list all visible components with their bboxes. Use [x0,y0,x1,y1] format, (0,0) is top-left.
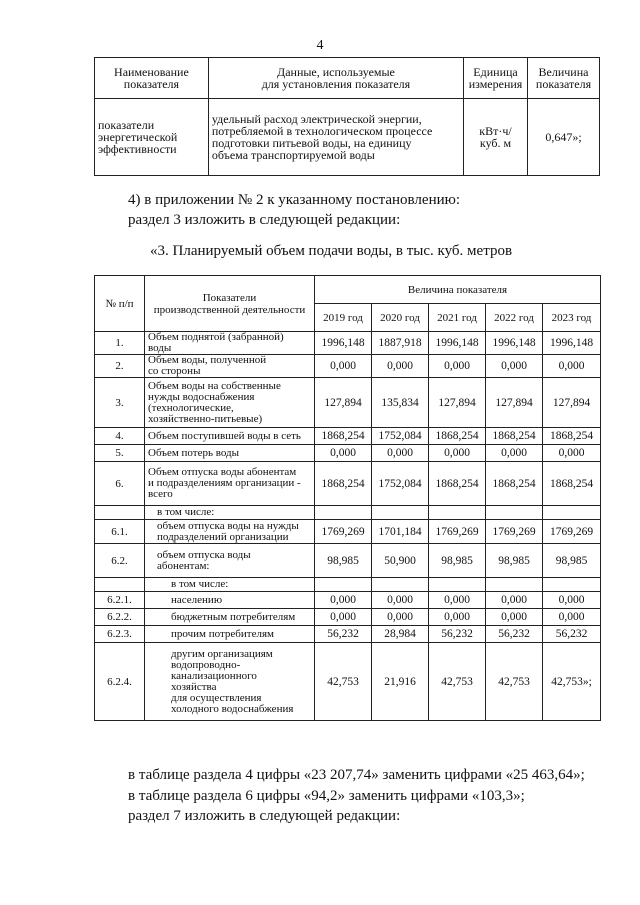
row-value: 21,916 [372,643,429,721]
row-value: 0,000 [315,355,372,378]
row-value: 42,753 [429,643,486,721]
row-indicator [145,626,315,643]
row-indicator [145,592,315,609]
table1-header-name: Наименование показателя [95,58,209,99]
row-value: 0,000 [486,355,543,378]
row-value [543,578,601,592]
year-2020: 2020 год [372,304,429,332]
row-value: 98,985 [543,544,601,578]
row-value [543,506,601,520]
indicator-line: бюджетным потребителям [171,610,296,623]
indicator-line: хозяйственно-питьевые) [148,412,263,425]
row-number: 6.2.1. [95,592,145,609]
indicator-line: канализационного [171,669,257,682]
row-indicator [145,544,315,578]
row-number: 6.2. [95,544,145,578]
indicator-line: Объем потерь воды [148,446,240,459]
paragraph-section-3: раздел 3 изложить в следующей редакции: [128,212,401,228]
table2-row [95,520,601,544]
table2-header-num: № п/п [95,276,145,332]
indicator-line: Объем поступившей воды в сеть [148,429,301,442]
energy-efficiency-table [94,57,600,176]
row-value: 1769,269 [429,520,486,544]
row-value: 1868,254 [429,428,486,445]
row-value: 1996,148 [429,332,486,355]
row-value: 0,000 [372,592,429,609]
indicator-line: прочим потребителям [171,627,274,640]
row-value: 1752,084 [372,428,429,445]
row-value: 1868,254 [315,428,372,445]
indicator-line: воды [148,342,172,354]
table1-cell-value: 0,647»; [528,99,600,176]
row-value: 1887,918 [372,332,429,355]
table2-row [95,626,601,643]
year-2019: 2019 год [315,304,372,332]
row-value: 1769,269 [486,520,543,544]
year-2022: 2022 год [486,304,543,332]
row-value: 0,000 [372,609,429,626]
row-value: 1996,148 [543,332,601,355]
table2-header-indicator: Показатели производственной деятельности [145,276,315,332]
indicator-line: абонентам: [157,559,210,572]
table1-header-unit: Единица измерения [464,58,528,99]
table2-row [95,462,601,506]
row-value [486,578,543,592]
table2-row [95,643,601,721]
indicator-line: населению [171,593,223,606]
paragraph-appendix: 4) в приложении № 2 к указанному постановлению: [128,192,460,208]
table1-cell-data: удельный расход электрической энергии, потребляемой в технологическом процессе подготовки питьевой воды, на единицу объема транспортируемой воды [208,99,463,176]
table2-row [95,428,601,445]
row-value: 127,894 [543,378,601,428]
row-indicator [145,462,315,506]
row-value: 28,984 [372,626,429,643]
paragraph-table-6: в таблице раздела 6 цифры «94,2» заменить цифрами «103,3»; [128,788,525,804]
row-value: 0,000 [486,609,543,626]
row-indicator [145,332,315,355]
row-number: 6.2.2. [95,609,145,626]
row-value: 0,000 [543,355,601,378]
row-value: 127,894 [315,378,372,428]
table2-row [95,445,601,462]
row-value: 0,000 [543,592,601,609]
row-value [429,578,486,592]
row-number: 5. [95,445,145,462]
row-indicator [145,578,315,592]
page-number: 4 [316,38,324,53]
year-2021: 2021 год [429,304,486,332]
row-value: 1868,254 [315,462,372,506]
row-value: 1752,084 [372,462,429,506]
indicator-line: со стороны [148,365,201,377]
indicator-line: нужды водоснабжения [148,390,255,403]
row-indicator [145,506,315,520]
table2-row [95,378,601,428]
row-value: 0,000 [429,355,486,378]
row-number: 6.2.4. [95,643,145,721]
indicator-line: Объем воды, полученной [148,354,267,366]
indicator-line: объем отпуска воды на нужды [157,519,299,532]
table1-header-value: Величина показателя [528,58,600,99]
row-value: 98,985 [429,544,486,578]
row-value: 98,985 [315,544,372,578]
row-number [95,578,145,592]
table2-row [95,332,601,355]
paragraph-section-7: раздел 7 изложить в следующей редакции: [128,808,401,824]
row-value [372,506,429,520]
section-title: «3. Планируемый объем подачи воды, в тыс. куб. метров [150,243,513,259]
indicator-line: (технологические, [148,401,234,414]
indicator-line: для осуществления [171,691,262,704]
row-number: 4. [95,428,145,445]
row-value: 0,000 [372,445,429,462]
table1-cell-name: показатели энергетической эффективности [95,99,209,176]
indicator-line: объем отпуска воды [157,548,251,561]
row-value: 1701,184 [372,520,429,544]
indicator-line: холодного водоснабжения [171,702,294,715]
paragraph-table-4: в таблице раздела 4 цифры «23 207,74» заменить цифрами «25 463,64»; [128,767,585,783]
table2-header-row [95,276,601,304]
row-value [315,506,372,520]
row-value: 1769,269 [315,520,372,544]
row-value: 42,753»; [543,643,601,721]
row-value: 1769,269 [543,520,601,544]
row-value: 0,000 [315,592,372,609]
table2-row [95,592,601,609]
indicator-line: и подразделениям организации - [148,477,301,489]
indicator-line: другим организациям [171,647,273,660]
row-value: 50,900 [372,544,429,578]
indicator-line: подразделений организации [157,530,289,543]
row-value: 0,000 [486,592,543,609]
row-value: 0,000 [543,445,601,462]
row-value: 98,985 [486,544,543,578]
row-value: 1996,148 [315,332,372,355]
row-value: 0,000 [429,445,486,462]
table1-cell-unit: кВт·ч/ куб. м [464,99,528,176]
row-number: 6.1. [95,520,145,544]
row-value: 0,000 [429,592,486,609]
row-value [486,506,543,520]
row-value: 0,000 [315,609,372,626]
indicator-line: Объем поднятой (забранной) [148,331,284,343]
row-indicator [145,428,315,445]
row-value: 0,000 [372,355,429,378]
row-number [95,506,145,520]
row-value: 1868,254 [429,462,486,506]
year-2023: 2023 год [543,304,601,332]
indicator-line: Объем воды на собственные [148,379,281,392]
indicator-line: хозяйства [171,680,217,693]
row-number: 6. [95,462,145,506]
indicator-line: всего [148,488,173,500]
water-volume-table [94,275,601,721]
indicator-line: в том числе: [171,578,229,590]
row-value: 1868,254 [486,462,543,506]
indicator-line: Объем отпуска воды абонентам [148,466,297,478]
row-number: 3. [95,378,145,428]
row-value: 135,834 [372,378,429,428]
row-indicator [145,520,315,544]
row-value: 56,232 [543,626,601,643]
row-indicator [145,355,315,378]
table2-row [95,544,601,578]
row-number: 1. [95,332,145,355]
row-indicator [145,445,315,462]
row-value: 127,894 [486,378,543,428]
row-value: 0,000 [543,609,601,626]
row-value: 1868,254 [543,428,601,445]
row-value: 0,000 [315,445,372,462]
row-indicator [145,643,315,721]
row-indicator [145,378,315,428]
row-value: 1868,254 [543,462,601,506]
table2-row [95,355,601,378]
row-value: 56,232 [486,626,543,643]
row-value: 42,753 [486,643,543,721]
indicator-line: в том числе: [157,506,215,518]
table1-row [95,99,600,176]
table2-row [95,609,601,626]
table2-header-value-group: Величина показателя [315,276,601,304]
row-value: 1868,254 [486,428,543,445]
row-value: 127,894 [429,378,486,428]
table1-header-row [95,58,600,99]
row-value [372,578,429,592]
row-value [429,506,486,520]
row-value: 1996,148 [486,332,543,355]
row-number: 6.2.3. [95,626,145,643]
table2-row [95,506,601,520]
indicator-line: водопроводно- [171,658,241,671]
row-value: 56,232 [429,626,486,643]
row-indicator [145,609,315,626]
row-value: 56,232 [315,626,372,643]
row-number: 2. [95,355,145,378]
row-value [315,578,372,592]
table2-row [95,578,601,592]
row-value: 42,753 [315,643,372,721]
row-value: 0,000 [486,445,543,462]
row-value: 0,000 [429,609,486,626]
table1-header-data: Данные, используемые для установления показателя [208,58,463,99]
